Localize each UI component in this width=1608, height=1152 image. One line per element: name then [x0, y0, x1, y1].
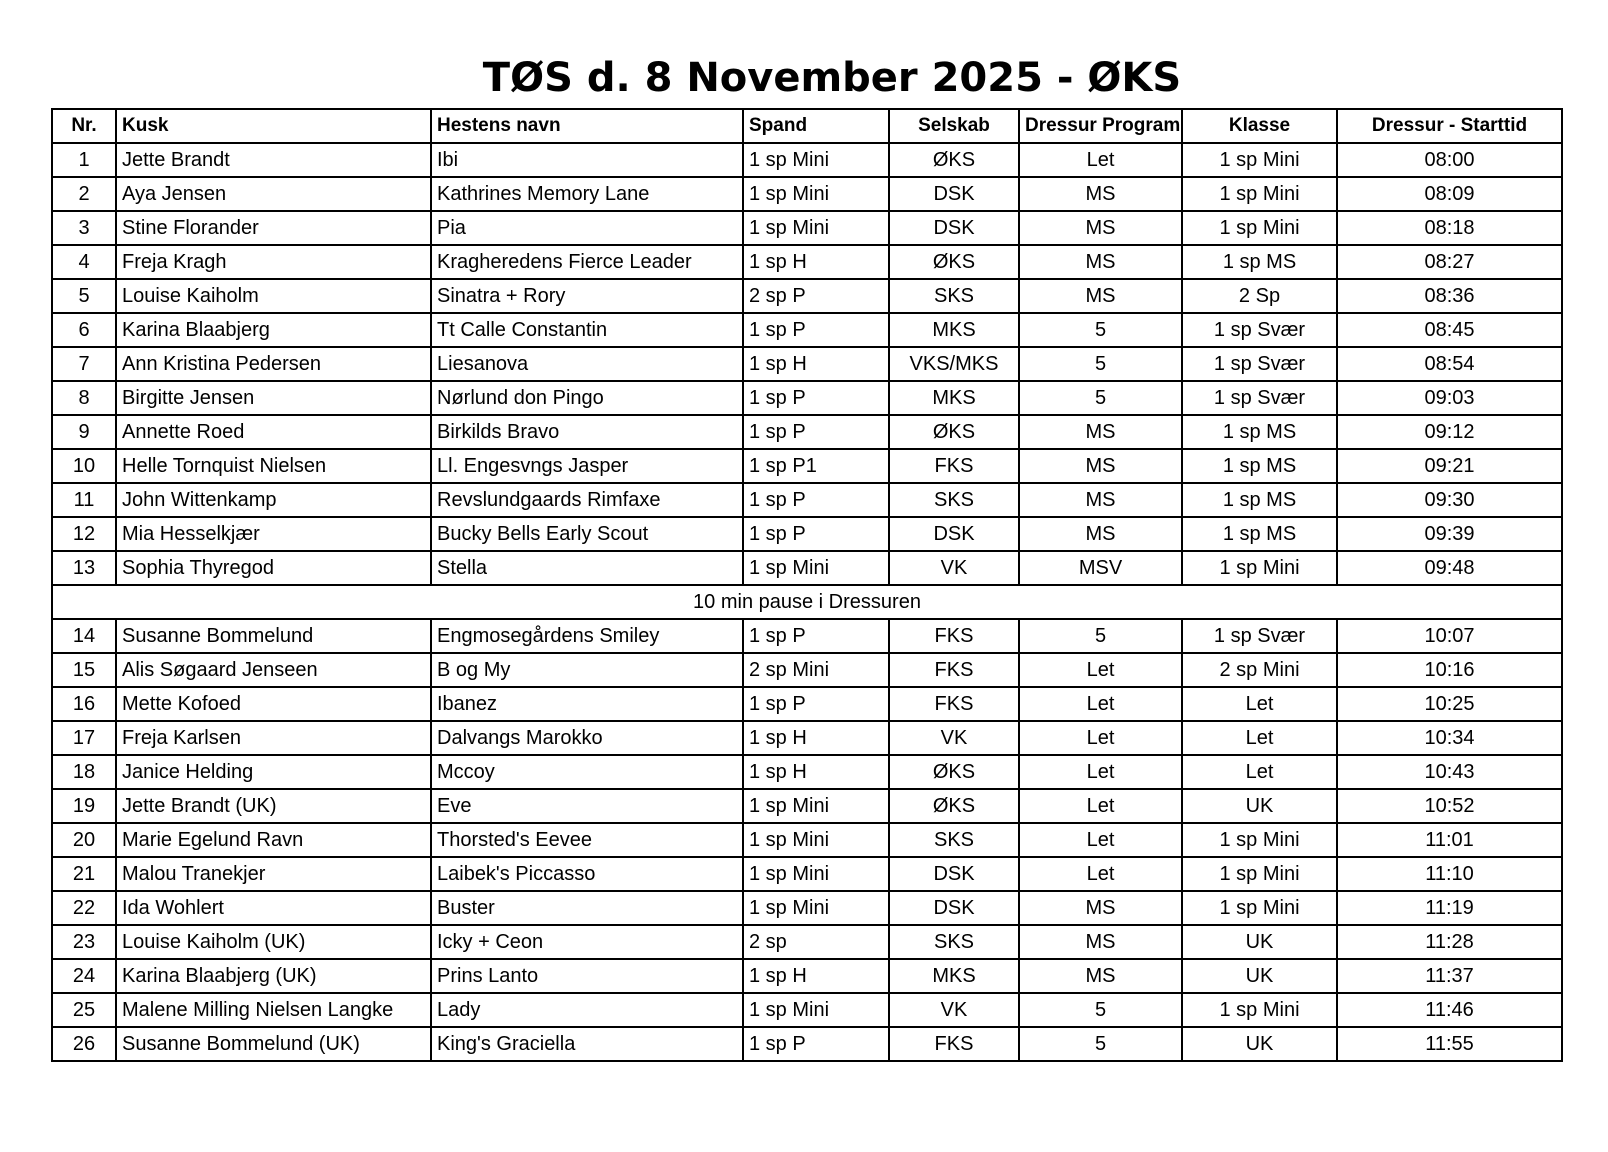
header-selskab: Selskab	[889, 109, 1019, 143]
cell-nr: 17	[52, 721, 116, 755]
cell-hest: Ll. Engesvngs Jasper	[431, 449, 743, 483]
cell-kusk: Karina Blaabjerg (UK)	[116, 959, 431, 993]
cell-selskab: VK	[889, 993, 1019, 1027]
table-row	[52, 347, 1562, 381]
cell-spand: 1 sp P	[743, 517, 889, 551]
table-row	[52, 143, 1562, 177]
cell-program: Let	[1019, 755, 1182, 789]
cell-hest: Birkilds Bravo	[431, 415, 743, 449]
cell-selskab: ØKS	[889, 789, 1019, 823]
cell-klasse: 1 sp Mini	[1182, 211, 1337, 245]
cell-kusk: Sophia Thyregod	[116, 551, 431, 585]
cell-selskab: VK	[889, 551, 1019, 585]
cell-kusk: Malene Milling Nielsen Langke	[116, 993, 431, 1027]
cell-selskab: ØKS	[889, 755, 1019, 789]
cell-nr: 8	[52, 381, 116, 415]
cell-selskab: DSK	[889, 177, 1019, 211]
cell-kusk: Ann Kristina Pedersen	[116, 347, 431, 381]
cell-starttid: 11:46	[1337, 993, 1562, 1027]
cell-starttid: 11:28	[1337, 925, 1562, 959]
cell-klasse: Let	[1182, 755, 1337, 789]
cell-spand: 1 sp Mini	[743, 177, 889, 211]
cell-klasse: Let	[1182, 721, 1337, 755]
cell-program: Let	[1019, 687, 1182, 721]
cell-program: Let	[1019, 143, 1182, 177]
cell-klasse: 1 sp MS	[1182, 449, 1337, 483]
cell-klasse: UK	[1182, 925, 1337, 959]
header-program: Dressur Program	[1019, 109, 1182, 143]
cell-klasse: 1 sp MS	[1182, 517, 1337, 551]
cell-kusk: Annette Roed	[116, 415, 431, 449]
cell-program: Let	[1019, 857, 1182, 891]
cell-selskab: FKS	[889, 653, 1019, 687]
cell-starttid: 10:16	[1337, 653, 1562, 687]
header-spand: Spand	[743, 109, 889, 143]
cell-starttid: 10:25	[1337, 687, 1562, 721]
table-row	[52, 245, 1562, 279]
cell-starttid: 08:09	[1337, 177, 1562, 211]
cell-nr: 26	[52, 1027, 116, 1061]
cell-program: 5	[1019, 347, 1182, 381]
cell-klasse: 1 sp MS	[1182, 415, 1337, 449]
cell-kusk: Jette Brandt	[116, 143, 431, 177]
cell-klasse: 1 sp Mini	[1182, 177, 1337, 211]
cell-starttid: 08:27	[1337, 245, 1562, 279]
table-row	[52, 959, 1562, 993]
cell-kusk: Alis Søgaard Jenseen	[116, 653, 431, 687]
cell-selskab: DSK	[889, 211, 1019, 245]
cell-nr: 12	[52, 517, 116, 551]
header-row	[52, 109, 1562, 143]
cell-spand: 1 sp H	[743, 347, 889, 381]
table-row	[52, 517, 1562, 551]
cell-hest: Icky + Ceon	[431, 925, 743, 959]
cell-selskab: ØKS	[889, 415, 1019, 449]
cell-klasse: 1 sp Svær	[1182, 347, 1337, 381]
cell-starttid: 10:34	[1337, 721, 1562, 755]
start-list-table	[51, 108, 1563, 1062]
cell-starttid: 09:39	[1337, 517, 1562, 551]
cell-program: Let	[1019, 789, 1182, 823]
cell-program: MS	[1019, 517, 1182, 551]
cell-selskab: ØKS	[889, 143, 1019, 177]
table-row	[52, 925, 1562, 959]
cell-kusk: Jette Brandt (UK)	[116, 789, 431, 823]
cell-hest: Prins Lanto	[431, 959, 743, 993]
cell-program: 5	[1019, 619, 1182, 653]
cell-spand: 1 sp H	[743, 245, 889, 279]
cell-nr: 18	[52, 755, 116, 789]
cell-starttid: 11:10	[1337, 857, 1562, 891]
cell-starttid: 08:18	[1337, 211, 1562, 245]
cell-kusk: Malou Tranekjer	[116, 857, 431, 891]
cell-kusk: Birgitte Jensen	[116, 381, 431, 415]
table-body	[52, 143, 1562, 1061]
cell-program: MSV	[1019, 551, 1182, 585]
cell-klasse: 2 sp Mini	[1182, 653, 1337, 687]
cell-hest: Tt Calle Constantin	[431, 313, 743, 347]
cell-klasse: 1 sp MS	[1182, 483, 1337, 517]
cell-spand: 1 sp Mini	[743, 211, 889, 245]
cell-hest: Ibanez	[431, 687, 743, 721]
cell-program: MS	[1019, 245, 1182, 279]
table-row	[52, 177, 1562, 211]
header-hest: Hestens navn	[431, 109, 743, 143]
cell-kusk: Helle Tornquist Nielsen	[116, 449, 431, 483]
cell-program: 5	[1019, 993, 1182, 1027]
cell-spand: 1 sp Mini	[743, 789, 889, 823]
pause-row	[52, 585, 1562, 619]
cell-kusk: Susanne Bommelund (UK)	[116, 1027, 431, 1061]
cell-hest: Thorsted's Eevee	[431, 823, 743, 857]
cell-selskab: FKS	[889, 619, 1019, 653]
cell-starttid: 11:55	[1337, 1027, 1562, 1061]
header-klasse: Klasse	[1182, 109, 1337, 143]
cell-klasse: UK	[1182, 959, 1337, 993]
cell-nr: 15	[52, 653, 116, 687]
cell-hest: Nørlund don Pingo	[431, 381, 743, 415]
cell-spand: 1 sp P	[743, 1027, 889, 1061]
table-row	[52, 381, 1562, 415]
cell-program: 5	[1019, 381, 1182, 415]
cell-kusk: John Wittenkamp	[116, 483, 431, 517]
cell-spand: 1 sp Mini	[743, 891, 889, 925]
cell-program: MS	[1019, 449, 1182, 483]
cell-starttid: 11:19	[1337, 891, 1562, 925]
cell-program: MS	[1019, 415, 1182, 449]
cell-selskab: VK	[889, 721, 1019, 755]
cell-nr: 7	[52, 347, 116, 381]
table-row	[52, 211, 1562, 245]
cell-klasse: 1 sp Mini	[1182, 143, 1337, 177]
cell-hest: Liesanova	[431, 347, 743, 381]
cell-selskab: DSK	[889, 517, 1019, 551]
cell-nr: 21	[52, 857, 116, 891]
table-row	[52, 415, 1562, 449]
header-kusk: Kusk	[116, 109, 431, 143]
page-title: TØS d. 8 November 2025 - ØKS	[482, 55, 1182, 101]
cell-nr: 10	[52, 449, 116, 483]
cell-selskab: VKS/MKS	[889, 347, 1019, 381]
cell-starttid: 08:54	[1337, 347, 1562, 381]
cell-spand: 1 sp P	[743, 483, 889, 517]
cell-starttid: 09:30	[1337, 483, 1562, 517]
cell-starttid: 09:21	[1337, 449, 1562, 483]
cell-selskab: FKS	[889, 687, 1019, 721]
cell-spand: 1 sp Mini	[743, 823, 889, 857]
cell-hest: Kragheredens Fierce Leader	[431, 245, 743, 279]
cell-spand: 1 sp Mini	[743, 551, 889, 585]
table-row	[52, 687, 1562, 721]
cell-spand: 1 sp P	[743, 687, 889, 721]
cell-klasse: 1 sp Mini	[1182, 857, 1337, 891]
cell-starttid: 09:48	[1337, 551, 1562, 585]
cell-klasse: UK	[1182, 1027, 1337, 1061]
cell-program: Let	[1019, 721, 1182, 755]
cell-starttid: 08:45	[1337, 313, 1562, 347]
cell-hest: Bucky Bells Early Scout	[431, 517, 743, 551]
cell-starttid: 09:12	[1337, 415, 1562, 449]
cell-kusk: Mette Kofoed	[116, 687, 431, 721]
cell-kusk: Mia Hesselkjær	[116, 517, 431, 551]
cell-selskab: SKS	[889, 925, 1019, 959]
cell-hest: Ibi	[431, 143, 743, 177]
cell-program: Let	[1019, 653, 1182, 687]
cell-hest: Sinatra + Rory	[431, 279, 743, 313]
cell-hest: Pia	[431, 211, 743, 245]
cell-program: MS	[1019, 211, 1182, 245]
cell-selskab: FKS	[889, 1027, 1019, 1061]
cell-hest: Eve	[431, 789, 743, 823]
table-row	[52, 279, 1562, 313]
cell-starttid: 10:52	[1337, 789, 1562, 823]
cell-selskab: DSK	[889, 857, 1019, 891]
cell-selskab: SKS	[889, 823, 1019, 857]
table-row	[52, 823, 1562, 857]
cell-nr: 20	[52, 823, 116, 857]
cell-spand: 1 sp P	[743, 381, 889, 415]
cell-klasse: 2 Sp	[1182, 279, 1337, 313]
cell-hest: Engmosegårdens Smiley	[431, 619, 743, 653]
cell-nr: 11	[52, 483, 116, 517]
cell-klasse: 1 sp Svær	[1182, 313, 1337, 347]
cell-hest: King's Graciella	[431, 1027, 743, 1061]
table-row	[52, 619, 1562, 653]
cell-klasse: UK	[1182, 789, 1337, 823]
cell-program: Let	[1019, 823, 1182, 857]
cell-kusk: Freja Karlsen	[116, 721, 431, 755]
cell-starttid: 08:36	[1337, 279, 1562, 313]
cell-nr: 22	[52, 891, 116, 925]
cell-selskab: FKS	[889, 449, 1019, 483]
cell-selskab: ØKS	[889, 245, 1019, 279]
cell-spand: 1 sp Mini	[743, 993, 889, 1027]
cell-kusk: Susanne Bommelund	[116, 619, 431, 653]
cell-nr: 6	[52, 313, 116, 347]
cell-nr: 14	[52, 619, 116, 653]
table-row	[52, 891, 1562, 925]
cell-nr: 5	[52, 279, 116, 313]
cell-program: 5	[1019, 1027, 1182, 1061]
cell-program: MS	[1019, 483, 1182, 517]
cell-spand: 1 sp P	[743, 313, 889, 347]
cell-selskab: SKS	[889, 279, 1019, 313]
cell-starttid: 11:01	[1337, 823, 1562, 857]
cell-selskab: MKS	[889, 959, 1019, 993]
table-row	[52, 653, 1562, 687]
cell-kusk: Janice Helding	[116, 755, 431, 789]
cell-hest: Stella	[431, 551, 743, 585]
table-row	[52, 1027, 1562, 1061]
cell-nr: 23	[52, 925, 116, 959]
cell-spand: 2 sp Mini	[743, 653, 889, 687]
cell-nr: 24	[52, 959, 116, 993]
cell-klasse: Let	[1182, 687, 1337, 721]
cell-spand: 1 sp P	[743, 619, 889, 653]
cell-spand: 1 sp H	[743, 721, 889, 755]
cell-klasse: 1 sp Svær	[1182, 619, 1337, 653]
cell-starttid: 08:00	[1337, 143, 1562, 177]
cell-spand: 1 sp H	[743, 959, 889, 993]
cell-selskab: DSK	[889, 891, 1019, 925]
cell-kusk: Marie Egelund Ravn	[116, 823, 431, 857]
cell-starttid: 10:07	[1337, 619, 1562, 653]
cell-kusk: Freja Kragh	[116, 245, 431, 279]
table-row	[52, 993, 1562, 1027]
cell-klasse: 1 sp Mini	[1182, 891, 1337, 925]
cell-hest: Mccoy	[431, 755, 743, 789]
cell-nr: 4	[52, 245, 116, 279]
cell-kusk: Louise Kaiholm (UK)	[116, 925, 431, 959]
cell-spand: 2 sp P	[743, 279, 889, 313]
table-row	[52, 551, 1562, 585]
table-row	[52, 449, 1562, 483]
pause-cell: 10 min pause i Dressuren	[52, 585, 1562, 619]
cell-spand: 1 sp H	[743, 755, 889, 789]
table-row	[52, 857, 1562, 891]
cell-nr: 16	[52, 687, 116, 721]
header-starttid: Dressur - Starttid	[1337, 109, 1562, 143]
cell-nr: 25	[52, 993, 116, 1027]
cell-spand: 1 sp P	[743, 415, 889, 449]
cell-klasse: 1 sp MS	[1182, 245, 1337, 279]
cell-nr: 1	[52, 143, 116, 177]
cell-program: MS	[1019, 279, 1182, 313]
cell-kusk: Stine Florander	[116, 211, 431, 245]
cell-program: MS	[1019, 177, 1182, 211]
cell-hest: Laibek's Piccasso	[431, 857, 743, 891]
cell-spand: 2 sp	[743, 925, 889, 959]
cell-selskab: SKS	[889, 483, 1019, 517]
table-row	[52, 483, 1562, 517]
cell-program: MS	[1019, 891, 1182, 925]
cell-program: MS	[1019, 925, 1182, 959]
table-row	[52, 789, 1562, 823]
cell-nr: 19	[52, 789, 116, 823]
cell-nr: 13	[52, 551, 116, 585]
cell-nr: 3	[52, 211, 116, 245]
cell-klasse: 1 sp Mini	[1182, 993, 1337, 1027]
cell-klasse: 1 sp Mini	[1182, 823, 1337, 857]
cell-spand: 1 sp Mini	[743, 857, 889, 891]
cell-hest: Lady	[431, 993, 743, 1027]
cell-hest: B og My	[431, 653, 743, 687]
cell-klasse: 1 sp Mini	[1182, 551, 1337, 585]
cell-hest: Kathrines Memory Lane	[431, 177, 743, 211]
cell-starttid: 11:37	[1337, 959, 1562, 993]
cell-spand: 1 sp P1	[743, 449, 889, 483]
cell-program: MS	[1019, 959, 1182, 993]
cell-klasse: 1 sp Svær	[1182, 381, 1337, 415]
cell-kusk: Karina Blaabjerg	[116, 313, 431, 347]
cell-nr: 9	[52, 415, 116, 449]
cell-selskab: MKS	[889, 313, 1019, 347]
table-row	[52, 755, 1562, 789]
cell-hest: Revslundgaards Rimfaxe	[431, 483, 743, 517]
cell-kusk: Louise Kaiholm	[116, 279, 431, 313]
table-row	[52, 313, 1562, 347]
cell-hest: Buster	[431, 891, 743, 925]
header-nr: Nr.	[52, 109, 116, 143]
cell-kusk: Ida Wohlert	[116, 891, 431, 925]
cell-starttid: 10:43	[1337, 755, 1562, 789]
cell-hest: Dalvangs Marokko	[431, 721, 743, 755]
cell-kusk: Aya Jensen	[116, 177, 431, 211]
cell-selskab: MKS	[889, 381, 1019, 415]
cell-starttid: 09:03	[1337, 381, 1562, 415]
cell-spand: 1 sp Mini	[743, 143, 889, 177]
cell-program: 5	[1019, 313, 1182, 347]
cell-nr: 2	[52, 177, 116, 211]
table-row	[52, 721, 1562, 755]
